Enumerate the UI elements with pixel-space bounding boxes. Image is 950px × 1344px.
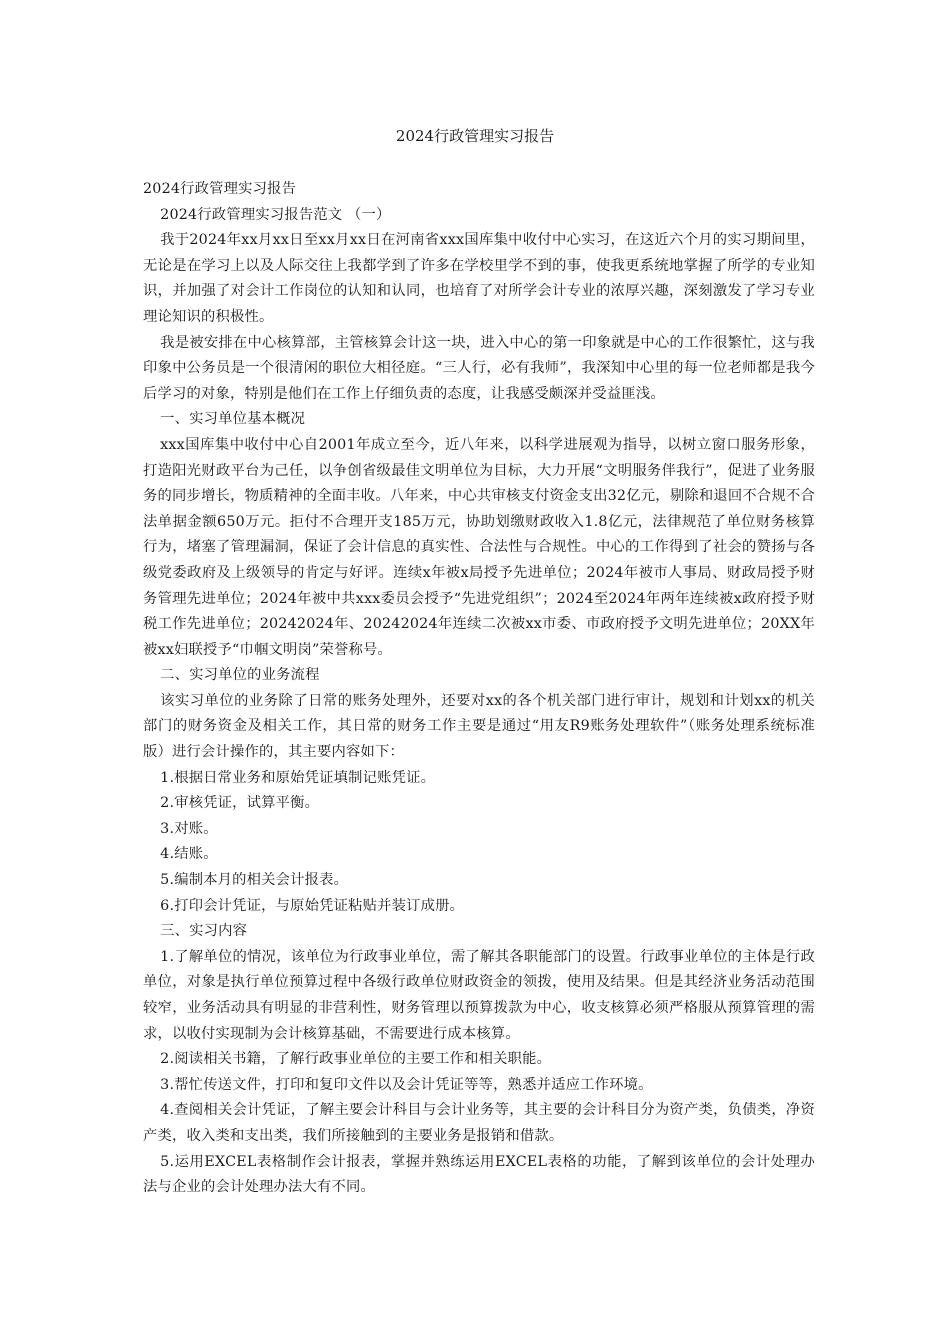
paragraph: 5.运用EXCEL表格制作会计报表，掌握并熟练运用EXCEL表格的功能，了解到该单位的会计处理办法与企业的会计处理办法大有不同。 — [143, 1153, 815, 1196]
paragraph: 3.帮忙传送文件，打印和复印文件以及会计凭证等等，熟悉并适应工作环境。 — [160, 1076, 653, 1093]
paragraph: 1.了解单位的情况，该单位为行政事业单位，需了解其各职能部门的设置。行政事业单位的主体是行政单位，对象是执行单位预算过程中各级行政单位财政资金的领拨，使用及结果。但是其经济业务活动范围较窄，业务活动具有明显的非营利性，财务管理以预算拨款为中心，收支核算必须严格服从预算管理的需求，以收付实现制为会计核算基础，不需要进行成本核算。 — [143, 948, 815, 1042]
paragraph: 5.编制本月的相关会计报表。 — [160, 872, 349, 889]
paragraph: 3.对账。 — [160, 820, 218, 837]
paragraph: 2024行政管理实习报告范文 （一） — [160, 206, 391, 223]
paragraph: xxx国库集中收付中心自2001年成立至今，近八年来，以科学进展观为指导，以树立窗口服务形象，打造阳光财政平台为己任，以争创省级最佳文明单位为目标，大力开展“文明服务伴我行”，促进了业务服务的同步增长，物质精神的全面丰收。八年来，中心共审核支付资金支出32亿元，剔除和退回不合规不合法单据金额650万元。拒付不合理开支185万元，协助划缴财政收入1.8亿元，法律规范了单位财务核算行为，堵塞了管理漏洞，保证了会计信息的真实性、合法性与合规性。中心的工作得到了社会的赞扬与各级党委政府及上级领导的肯定与好评。连续x年被x局授予先进单位；2024年被市人事局、财政局授予财务管理先进单位；2024年被中共xxx委员会授予“先进党组织”；2024至2024年两年连续被x政府授予财税工作先进单位；20242024年、20242024年连续二次被xx市委、市政府授予文明先进单位；20XX年被xx妇联授予“巾帼文明岗”荣誉称号。 — [143, 436, 815, 658]
paragraph: 4.查阅相关会计凭证，了解主要会计科目与会计业务等，其主要的会计科目分为资产类，负债类，净资产类，收入类和支出类，我们所接触到的主要业务是报销和借款。 — [143, 1102, 815, 1144]
document-title: 2024行政管理实习报告 — [395, 127, 555, 145]
paragraph: 1.根据日常业务和原始凭证填制记账凭证。 — [160, 769, 436, 786]
paragraph: 2.阅读相关书籍，了解行政事业单位的主要工作和相关职能。 — [160, 1051, 552, 1068]
paragraph: 2.审核凭证，试算平衡。 — [160, 795, 320, 812]
paragraph: 我是被安排在中心核算部，主管核算会计这一块，进入中心的第一印象就是中心的工作很繁忙，这与我印象中公务员是一个很清闲的职位大相径庭。“三人行，必有我师”，我深知中心里的每一位老师都是我今后学习的对象，特别是他们在工作上仔细负责的态度，让我感受颇深并受益匪浅。 — [143, 334, 815, 402]
paragraph: 该实习单位的业务除了日常的账务处理外，还要对xx的各个机关部门进行审计，规划和计划xx的机关部门的财务资金及相关工作，其日常的财务工作主要是通过“用友R9账务处理软件”（账务处理系统标准版）进行会计操作的，其主要内容如下： — [143, 692, 815, 761]
paragraph: 4.结账。 — [160, 846, 218, 863]
document-body — [143, 177, 815, 1201]
paragraph: 一、实习单位基本概况 — [160, 411, 306, 428]
paragraph: 我于2024年xx月xx日至xx月xx日在河南省xxx国库集中收付中心实习，在这近六个月的实习期间里，无论是在学习上以及人际交往上我都学到了许多在学校里学不到的事，使我更系统地掌握了所学的专业知识，并加强了对会计工作岗位的认知和认同，也培育了对所学会计专业的浓厚兴趣，深刻激发了学习专业理论知识的积极性。 — [143, 232, 815, 325]
paragraph: 二、实习单位的业务流程 — [160, 667, 320, 684]
paragraph: 6.打印会计凭证，与原始凭证粘贴并装订成册。 — [160, 897, 465, 914]
paragraph: 2024行政管理实习报告 — [143, 181, 297, 197]
paragraph: 三、实习内容 — [160, 923, 248, 940]
